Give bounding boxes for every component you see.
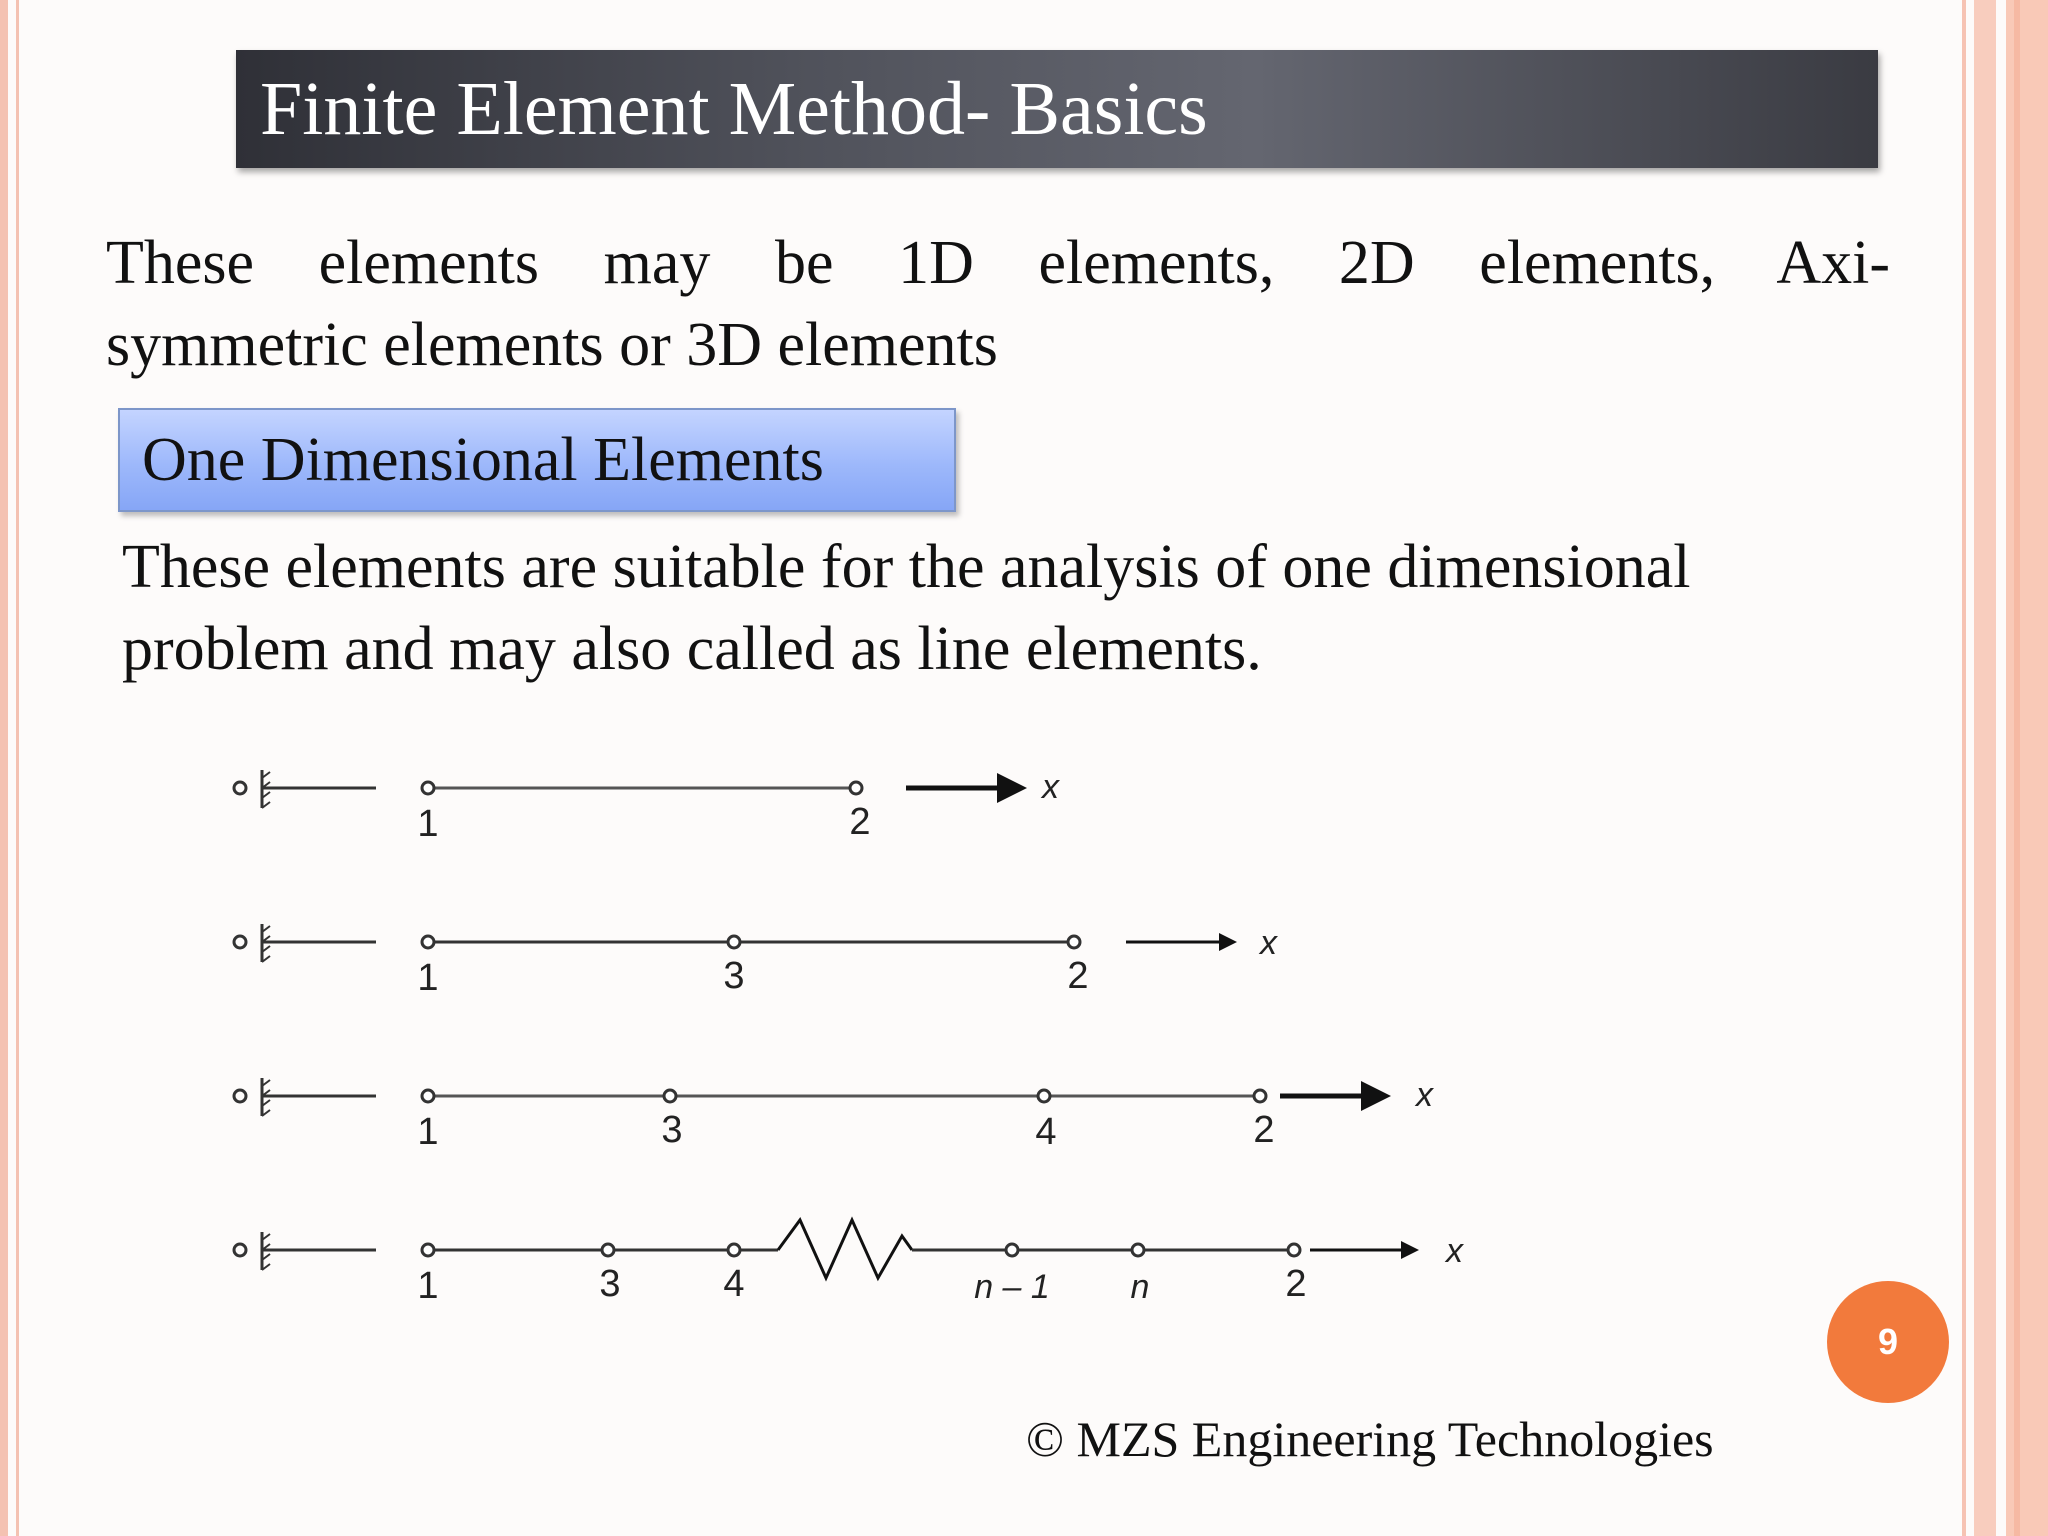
node-label: n – 1: [974, 1268, 1050, 1306]
element-row-3: [234, 1076, 1434, 1153]
node-marker: [1006, 1244, 1018, 1256]
element-row-2: [234, 924, 1278, 999]
node-marker: [422, 1090, 434, 1102]
node-label: 1: [417, 1265, 439, 1307]
page-number: 9: [1877, 1321, 1899, 1362]
node-label: 2: [1253, 1109, 1275, 1151]
node-label: 2: [849, 801, 871, 843]
node-marker: [1068, 936, 1080, 948]
description-line-1: These elements are suitable for the analysis of one dimensional: [122, 533, 1691, 601]
node-label: 4: [1035, 1111, 1057, 1153]
node-marker: [422, 782, 434, 794]
node-label: 3: [723, 955, 745, 997]
node-label: 2: [1285, 1263, 1307, 1305]
node-label: 2: [1067, 955, 1089, 997]
node-marker: [1132, 1244, 1144, 1256]
axis-label: x: [1446, 1232, 1463, 1270]
node-marker: [850, 782, 862, 794]
node-marker: [602, 1244, 614, 1256]
intro-line-2: symmetric elements or 3D elements: [106, 311, 998, 379]
node-label: 4: [723, 1263, 745, 1305]
node-label: 1: [417, 803, 439, 845]
coordinate-origin-icon: [234, 1232, 376, 1270]
node-marker: [1038, 1090, 1050, 1102]
axis-label: x: [1042, 768, 1059, 806]
section-header: One Dimensional Elements: [142, 426, 824, 494]
node-marker: [728, 1244, 740, 1256]
slide-title: Finite Element Method- Basics: [260, 67, 1208, 151]
node-marker: [422, 936, 434, 948]
coordinate-origin-icon: [234, 770, 376, 808]
copyright-footer: © MZS Engineering Technologies: [1026, 1411, 1714, 1467]
node-marker: [422, 1244, 434, 1256]
node-label: 3: [599, 1263, 621, 1305]
break-symbol: [778, 1220, 912, 1278]
axis-label: x: [1416, 1076, 1433, 1114]
element-row-4: [234, 1220, 1464, 1307]
description-line-2: problem and may also called as line elements.: [122, 615, 1262, 683]
node-marker: [728, 936, 740, 948]
page-number-badge: [1827, 1281, 1949, 1403]
intro-line-1: These elements may be 1D elements, 2D elements, Axi-: [106, 229, 1890, 297]
node-label: n: [1130, 1268, 1150, 1306]
element-row-1: [234, 768, 1060, 845]
node-label: 3: [661, 1109, 683, 1151]
node-marker: [1288, 1244, 1300, 1256]
coordinate-origin-icon: [234, 1078, 376, 1116]
node-marker: [1254, 1090, 1266, 1102]
coordinate-origin-icon: [234, 924, 376, 962]
node-label: 1: [417, 957, 439, 999]
node-marker: [664, 1090, 676, 1102]
axis-label: x: [1260, 924, 1277, 962]
node-label: 1: [417, 1111, 439, 1153]
